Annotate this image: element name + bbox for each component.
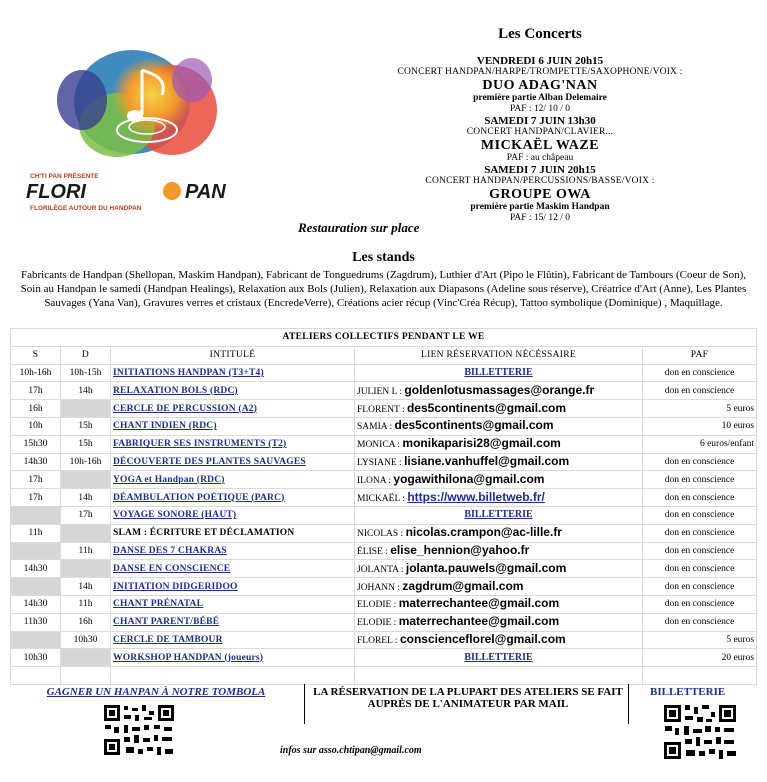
contact-name: NICOLAS : bbox=[357, 529, 404, 540]
concert-band: GROUPE OWA bbox=[489, 187, 591, 202]
logo-name-left: FLORI bbox=[26, 181, 86, 203]
cell-lien bbox=[355, 435, 643, 453]
cell-lien bbox=[355, 489, 643, 507]
cell-samedi: 17h bbox=[11, 382, 61, 400]
concert-date: SAMEDI 7 JUIN 20h15 bbox=[484, 164, 596, 176]
empty-cell bbox=[355, 667, 643, 685]
atelier-link[interactable]: CERCLE DE TAMBOUR bbox=[113, 634, 223, 645]
cell-dimanche: 11h bbox=[61, 542, 111, 560]
table-row bbox=[11, 649, 757, 667]
cell-intitule: SLAM : ÉCRITURE ET DÉCLAMATION bbox=[111, 524, 355, 542]
cell-lien bbox=[355, 649, 643, 667]
cell-lien bbox=[355, 524, 643, 542]
atelier-link[interactable]: DÉAMBULATION POÉTIQUE (PARC) bbox=[113, 492, 285, 503]
contact-name: FLORENT : bbox=[357, 404, 405, 415]
cell-dimanche: 10h-16h bbox=[61, 453, 111, 471]
contact-email[interactable]: jolanta.pauwels@gmail.com bbox=[405, 560, 567, 575]
separator-right bbox=[628, 684, 629, 724]
table-row bbox=[11, 542, 757, 560]
contact-name: FLOREL : bbox=[357, 635, 398, 646]
table-row bbox=[11, 506, 757, 524]
contact-name: JOLANTA : bbox=[357, 564, 404, 575]
contact-email[interactable]: des5continents@gmail.com bbox=[406, 400, 567, 415]
atelier-link[interactable]: CHANT PARENT/BÉBÉ bbox=[113, 617, 220, 628]
contact-url[interactable]: https://www.billetweb.fr/ bbox=[407, 489, 545, 504]
billetterie-qr-icon[interactable] bbox=[662, 703, 738, 761]
cell-lien bbox=[355, 560, 643, 578]
cell-dimanche bbox=[61, 471, 111, 489]
cell-intitule bbox=[111, 453, 355, 471]
contact-email[interactable]: goldenlotusmassages@orange.fr bbox=[404, 382, 595, 397]
contact-name: ÉLISE : bbox=[357, 546, 388, 557]
table-row bbox=[11, 400, 757, 418]
cell-paf: don en conscience bbox=[643, 382, 757, 400]
cell-intitule bbox=[111, 489, 355, 507]
logo-presents: CH'TI PAN PRÉSENTE bbox=[30, 173, 99, 180]
logo-tagline: FLORILÈGE AUTOUR DU HANDPAN bbox=[30, 205, 142, 212]
cell-samedi: 10h30 bbox=[11, 649, 61, 667]
col-header-lien: LIEN RÉSERVATION NÉCÉSSAIRE bbox=[355, 346, 643, 364]
cell-samedi bbox=[11, 542, 61, 560]
atelier-link[interactable]: CERCLE DE PERCUSSION (A2) bbox=[113, 403, 258, 414]
table-row bbox=[11, 595, 757, 613]
cell-intitule bbox=[111, 382, 355, 400]
table-row-empty bbox=[11, 667, 757, 685]
contact-name: ELODIE : bbox=[357, 618, 397, 629]
table-row bbox=[11, 489, 757, 507]
cell-samedi: 14h30 bbox=[11, 560, 61, 578]
concerts-title: Les Concerts bbox=[498, 26, 582, 42]
contact-email[interactable]: elise_hennion@yahoo.fr bbox=[390, 542, 530, 557]
stands-text: Fabricants de Handpan (Shellopan, Maskim Handpan), Fabricant de Tonguedrums (Zagdrum), Luthier d'Art (Pipo le Flûtin), Fabricant de Tambours (Coeur de Son), Soin au Handpan le samedi (Handpan Healings), Relaxation aux Bols (Julien), Relaxation aux Diapasons (Adeline sous réserve), Créatrice d'Art (Anne), Les Plantes Sauvages (Yana Van), Gravures verres et cristaux (EncredeVerre), Créations acier récup (Vinc'Créa Récup), Tattoo symbolique (Dominique) , Maquillage. bbox=[20, 269, 747, 309]
cell-lien bbox=[355, 364, 643, 382]
cell-samedi: 17h bbox=[11, 471, 61, 489]
cell-lien bbox=[355, 453, 643, 471]
atelier-link[interactable]: CHANT INDIEN (RDC) bbox=[113, 421, 217, 432]
cell-lien bbox=[355, 400, 643, 418]
cell-dimanche bbox=[61, 400, 111, 418]
cell-intitule bbox=[111, 506, 355, 524]
cell-dimanche bbox=[61, 560, 111, 578]
concert-date: SAMEDI 7 JUIN 13h30 bbox=[484, 115, 596, 127]
table-row bbox=[11, 631, 757, 649]
concert-paf: PAF : 12/ 10 / 0 bbox=[509, 104, 571, 114]
cell-intitule bbox=[111, 578, 355, 596]
cell-intitule bbox=[111, 417, 355, 435]
col-header-d: D bbox=[61, 346, 111, 364]
cell-lien bbox=[355, 382, 643, 400]
cell-intitule bbox=[111, 595, 355, 613]
concert-first-part: première partie Alban Delemaire bbox=[473, 93, 607, 103]
contact-email[interactable]: nicolas.crampon@ac-lille.fr bbox=[405, 525, 562, 540]
cell-paf: don en conscience bbox=[643, 595, 757, 613]
logo-name-right: PAN bbox=[185, 181, 226, 203]
contact-name: ELODIE : bbox=[357, 600, 397, 611]
empty-cell bbox=[11, 667, 61, 685]
concert-paf: PAF : 15/ 12 / 0 bbox=[509, 213, 571, 223]
concert-band: MICKAËL WAZE bbox=[480, 138, 600, 153]
cell-samedi: 14h30 bbox=[11, 595, 61, 613]
cell-lien bbox=[355, 631, 643, 649]
atelier-link[interactable]: WORKSHOP HANDPAN (joueurs) bbox=[113, 652, 264, 663]
table-row bbox=[11, 578, 757, 596]
cell-paf: 6 euros/enfant bbox=[643, 435, 757, 453]
stands-section bbox=[20, 250, 747, 310]
contact-email[interactable]: conscienceflorel@gmail.com bbox=[399, 631, 566, 646]
cell-dimanche: 10h30 bbox=[61, 631, 111, 649]
concert-paf: PAF : au châpeau bbox=[506, 153, 574, 163]
atelier-link[interactable]: INITIATION DIDGERIDOO bbox=[113, 581, 238, 592]
contact-email[interactable]: lisiane.vanhuffel@gmail.com bbox=[404, 453, 570, 468]
cell-samedi bbox=[11, 631, 61, 649]
table-header-row bbox=[11, 329, 757, 347]
contact-name: JOHANN : bbox=[357, 582, 401, 593]
empty-cell bbox=[643, 667, 757, 685]
atelier-link[interactable]: VOYAGE SONORE (HAUT) bbox=[113, 510, 237, 521]
cell-dimanche: 14h bbox=[61, 489, 111, 507]
table-row bbox=[11, 613, 757, 631]
atelier-link[interactable]: FABRIQUER SES INSTRUMENTS (T2) bbox=[113, 439, 287, 450]
cell-paf: 5 euros bbox=[643, 631, 757, 649]
cell-dimanche: 14h bbox=[61, 578, 111, 596]
cell-dimanche: 15h bbox=[61, 417, 111, 435]
cell-paf: don en conscience bbox=[643, 542, 757, 560]
concert-item bbox=[320, 115, 760, 164]
cell-dimanche bbox=[61, 649, 111, 667]
cell-paf: 10 euros bbox=[643, 417, 757, 435]
contact-email[interactable]: zagdrum@gmail.com bbox=[402, 578, 524, 593]
atelier-link[interactable]: DANSE EN CONSCIENCE bbox=[113, 563, 231, 574]
contact-email[interactable]: yogawithilona@gmail.com bbox=[393, 471, 545, 486]
cell-paf: don en conscience bbox=[643, 453, 757, 471]
separator-left bbox=[304, 684, 305, 724]
cell-dimanche: 15h bbox=[61, 435, 111, 453]
contact-name: JULIEN L : bbox=[357, 386, 403, 397]
restauration-note: Restauration sur place bbox=[298, 220, 420, 235]
cell-dimanche: 11h bbox=[61, 595, 111, 613]
cell-lien bbox=[355, 417, 643, 435]
cell-samedi: 14h30 bbox=[11, 453, 61, 471]
cell-paf: don en conscience bbox=[643, 489, 757, 507]
cell-paf: don en conscience bbox=[643, 613, 757, 631]
table-row bbox=[11, 435, 757, 453]
concert-item bbox=[320, 164, 760, 224]
cell-paf: don en conscience bbox=[643, 578, 757, 596]
cell-lien bbox=[355, 471, 643, 489]
atelier-link[interactable]: DANSE DES 7 CHAKRAS bbox=[113, 545, 227, 556]
table-row bbox=[11, 453, 757, 471]
cell-samedi: 16h bbox=[11, 400, 61, 418]
contact-email[interactable]: des5continents@gmail.com bbox=[394, 418, 554, 433]
col-header-s: S bbox=[11, 346, 61, 364]
tombola-qr-icon[interactable] bbox=[102, 703, 176, 757]
cell-samedi: 15h30 bbox=[11, 435, 61, 453]
cell-dimanche bbox=[61, 524, 111, 542]
cell-lien bbox=[355, 578, 643, 596]
cell-samedi: 11h30 bbox=[11, 613, 61, 631]
tombola-block bbox=[14, 686, 298, 698]
atelier-link[interactable]: DÉCOUVERTE DES PLANTES SAUVAGES bbox=[113, 456, 306, 467]
cell-samedi bbox=[11, 506, 61, 524]
billetterie-link[interactable]: BILLETTERIE bbox=[464, 651, 533, 663]
table-title: ATELIERS COLLECTIFS PENDANT LE WE bbox=[11, 329, 757, 347]
logo-dot-icon bbox=[163, 182, 181, 200]
cell-intitule bbox=[111, 364, 355, 382]
contact-name: MICKAËL : bbox=[357, 493, 405, 504]
cell-paf: don en conscience bbox=[643, 364, 757, 382]
cell-samedi: 11h bbox=[11, 524, 61, 542]
col-header-intitule: INTITULÉ bbox=[111, 346, 355, 364]
table-row bbox=[11, 364, 757, 382]
contact-name: ILONA : bbox=[357, 475, 392, 486]
table-row bbox=[11, 524, 757, 542]
cell-intitule bbox=[111, 631, 355, 649]
contact-email[interactable]: materrechantee@gmail.com bbox=[398, 596, 560, 611]
table-row bbox=[11, 417, 757, 435]
infos-contact: infos sur asso.chtipan@gmail.com bbox=[280, 745, 422, 756]
atelier-link[interactable]: INITIATIONS HANDPAN (T3+T4) bbox=[113, 367, 264, 378]
ateliers-table bbox=[10, 328, 757, 685]
cell-intitule bbox=[111, 542, 355, 560]
cell-samedi: 10h bbox=[11, 417, 61, 435]
cell-paf: 5 euros bbox=[643, 400, 757, 418]
concert-desc: CONCERT HANDPAN/PERCUSSIONS/BASSE/VOIX : bbox=[425, 176, 655, 186]
contact-name: MONICA : bbox=[357, 440, 401, 451]
cell-paf: 20 euros bbox=[643, 649, 757, 667]
table-columns-row bbox=[11, 346, 757, 364]
atelier-link[interactable]: CHANT PRÉNATAL bbox=[113, 599, 204, 610]
cell-paf: don en conscience bbox=[643, 560, 757, 578]
cell-samedi: 10h-16h bbox=[11, 364, 61, 382]
tombola-link[interactable]: GAGNER UN HANPAN À NOTRE TOMBOLA bbox=[46, 686, 266, 698]
contact-email[interactable]: materrechantee@gmail.com bbox=[398, 614, 560, 629]
concert-desc: CONCERT HANDPAN/CLAVIER... bbox=[466, 127, 614, 137]
billetterie-link[interactable]: BILLETTERIE bbox=[464, 509, 533, 521]
cell-paf: don en conscience bbox=[643, 471, 757, 489]
concerts-section bbox=[320, 26, 760, 224]
col-header-paf: PAF bbox=[643, 346, 757, 364]
reservation-note: LA RÉSERVATION DE LA PLUPART DES ATELIERS SE FAIT AUPRÈS DE L'ANIMATEUR PAR MAIL bbox=[313, 686, 623, 710]
floripan-logo bbox=[22, 40, 270, 215]
concert-item bbox=[320, 55, 760, 115]
cell-lien bbox=[355, 595, 643, 613]
cell-dimanche: 14h bbox=[61, 382, 111, 400]
cell-samedi: 17h bbox=[11, 489, 61, 507]
billetterie-label[interactable]: BILLETTERIE bbox=[650, 686, 726, 698]
cell-lien bbox=[355, 506, 643, 524]
atelier-link[interactable]: YOGA et Handpan (RDC) bbox=[113, 474, 225, 485]
cell-dimanche: 16h bbox=[61, 613, 111, 631]
concert-first-part: première partie Maskim Handpan bbox=[470, 202, 610, 212]
stands-title: Les stands bbox=[352, 250, 415, 265]
cell-dimanche: 10h-15h bbox=[61, 364, 111, 382]
cell-intitule bbox=[111, 649, 355, 667]
cell-paf: don en conscience bbox=[643, 506, 757, 524]
cell-paf: don en conscience bbox=[643, 524, 757, 542]
cell-lien bbox=[355, 613, 643, 631]
cell-lien bbox=[355, 542, 643, 560]
concert-band: DUO ADAG'NAN bbox=[482, 78, 598, 93]
empty-cell bbox=[111, 667, 355, 685]
cell-intitule bbox=[111, 613, 355, 631]
cell-intitule bbox=[111, 471, 355, 489]
contact-name: SAMIA : bbox=[357, 422, 393, 433]
contact-name: LYSIANE : bbox=[357, 457, 402, 468]
concert-desc: CONCERT HANDPAN/HARPE/TROMPETTE/SAXOPHONE/VOIX : bbox=[397, 67, 683, 77]
cell-intitule bbox=[111, 560, 355, 578]
billetterie-link[interactable]: BILLETTERIE bbox=[464, 366, 533, 378]
cell-dimanche: 17h bbox=[61, 506, 111, 524]
concert-date: VENDREDI 6 JUIN 20h15 bbox=[476, 55, 604, 67]
cell-intitule bbox=[111, 400, 355, 418]
contact-email[interactable]: monikaparisi28@gmail.com bbox=[402, 436, 561, 451]
table-row bbox=[11, 471, 757, 489]
table-row bbox=[11, 382, 757, 400]
empty-cell bbox=[61, 667, 111, 685]
cell-samedi bbox=[11, 578, 61, 596]
table-row bbox=[11, 560, 757, 578]
atelier-link[interactable]: RELAXATION BOLS (RDC) bbox=[113, 385, 238, 396]
cell-intitule bbox=[111, 435, 355, 453]
